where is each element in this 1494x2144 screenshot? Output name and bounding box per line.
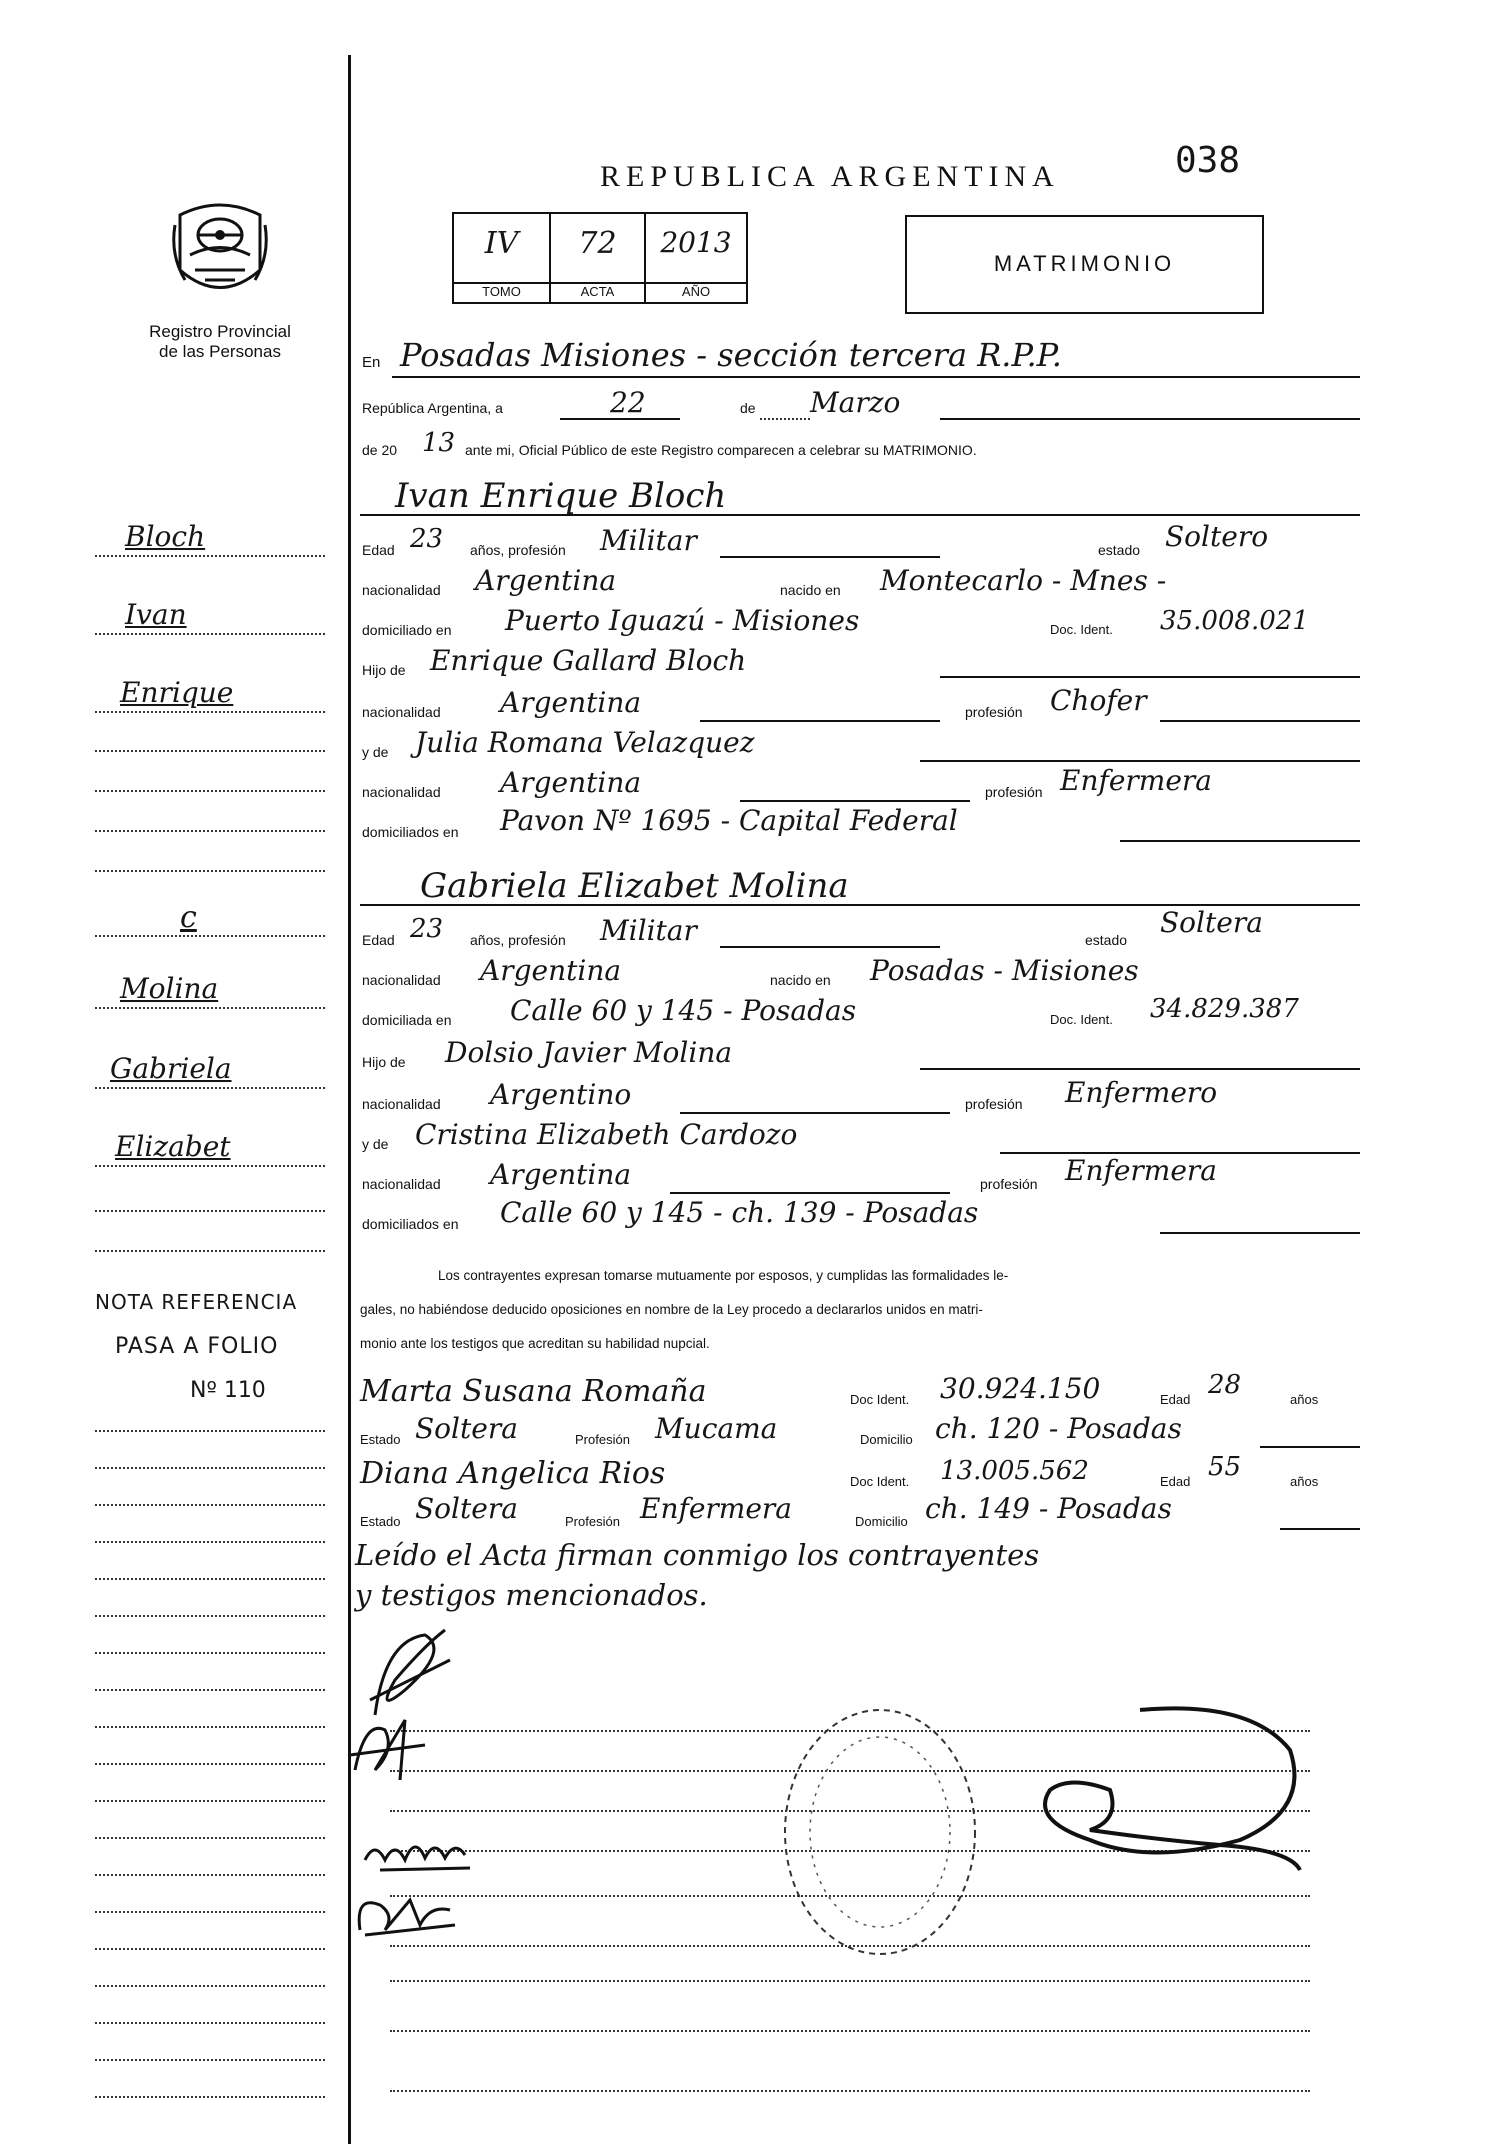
groom-father-nationality: Argentina <box>500 686 642 719</box>
closing-note-line-2: y testigos mencionados. <box>355 1578 708 1612</box>
label-anos: años <box>1290 1474 1319 1489</box>
tomo-label: TOMO <box>482 284 521 299</box>
label-nacionalidad: nacionalidad <box>362 1096 441 1112</box>
margin-rule <box>348 55 351 2144</box>
label-anos: años <box>1290 1392 1319 1407</box>
acta-label: ACTA <box>580 284 615 299</box>
closing-note-line-1: Leído el Acta firman conmigo los contrayentes <box>355 1538 1040 1572</box>
official-seal-icon <box>780 1705 980 1960</box>
label-nacionalidad: nacionalidad <box>362 972 441 988</box>
acta-value: 72 <box>578 226 617 261</box>
margin-name-5: Molina <box>120 972 219 1005</box>
margin-rule-line <box>95 1689 325 1691</box>
year-suffix: 13 <box>422 428 456 458</box>
label-hijo-de: Hijo de <box>362 1054 406 1070</box>
de-label: de <box>740 400 756 416</box>
label-doc-ident: Doc. Ident. <box>1050 622 1113 637</box>
margin-rule-line <box>95 1837 325 1839</box>
bride-name: Gabriela Elizabet Molina <box>420 866 849 906</box>
margin-note-line-1: NOTA REFERENCIA <box>95 1290 298 1314</box>
bride-domicile: Calle 60 y 145 - Posadas <box>510 994 857 1027</box>
intro-statement: ante mi, Oficial Público de este Registro comparecen a celebrar su MATRIMONIO. <box>465 442 977 458</box>
label-profesion: Profesión <box>575 1432 630 1447</box>
label-edad: Edad <box>1160 1392 1191 1407</box>
label-anos-profesion: años, profesión <box>470 932 566 948</box>
month: Marzo <box>810 386 901 419</box>
witness-1-domicile: ch. 120 - Posadas <box>935 1412 1182 1445</box>
witness-1-name: Marta Susana Romaña <box>360 1374 707 1409</box>
label-domiciliada-en: domiciliada en <box>362 1012 452 1028</box>
margin-rule-line <box>95 1210 325 1212</box>
margin-name-7: Elizabet <box>115 1130 231 1163</box>
label-domiciliado-en: domiciliado en <box>362 622 452 638</box>
label-domiciliados-en: domiciliados en <box>362 1216 459 1232</box>
margin-rule-line <box>95 2096 325 2098</box>
bride-birthplace: Posadas - Misiones <box>870 954 1139 987</box>
bride-father-profession: Enfermero <box>1065 1076 1218 1109</box>
groom-mother-nationality: Argentina <box>500 766 642 799</box>
margin-name-2: Ivan <box>125 598 187 631</box>
groom-age: 23 <box>410 524 444 554</box>
bride-parents-domicile: Calle 60 y 145 - ch. 139 - Posadas <box>500 1196 979 1229</box>
bride-status: Soltera <box>1160 906 1263 939</box>
witness-2-domicile: ch. 149 - Posadas <box>925 1492 1172 1525</box>
label-profesion: profesión <box>965 704 1023 720</box>
label-doc-ident: Doc Ident. <box>850 1392 910 1407</box>
margin-rule-line <box>95 1948 325 1950</box>
groom-parents-domicile: Pavon Nº 1695 - Capital Federal <box>500 804 958 837</box>
margin-rule-line <box>95 1250 325 1252</box>
label-y-de: y de <box>362 1136 389 1152</box>
margin-rule-line <box>95 1652 325 1654</box>
groom-mother-profession: Enfermera <box>1060 764 1212 797</box>
country-title: REPUBLICA ARGENTINA <box>600 160 1060 193</box>
margin-name-1: Bloch <box>125 520 206 553</box>
margin-name-3: Enrique <box>120 676 234 709</box>
groom-name: Ivan Enrique Bloch <box>395 476 727 516</box>
label-profesion: Profesión <box>565 1514 620 1529</box>
label-profesion: profesión <box>980 1176 1038 1192</box>
ano-label: AÑO <box>681 284 711 299</box>
margin-rule-line <box>95 1874 325 1876</box>
groom-birthplace: Montecarlo - Mnes - <box>880 564 1167 597</box>
signature-officer <box>990 1690 1330 1890</box>
label-estado: Estado <box>360 1514 401 1529</box>
margin-rule-line <box>95 830 325 832</box>
formal-text-3: monio ante los testigos que acreditan su habilidad nupcial. <box>360 1336 710 1351</box>
signature-witness-1 <box>360 1820 490 1880</box>
margin-rule-line <box>95 750 325 752</box>
margin-rule-line <box>95 2059 325 2061</box>
margin-note-line-2: PASA A FOLIO <box>115 1334 279 1359</box>
republic-label: República Argentina, a <box>362 400 503 416</box>
ano-value: 2013 <box>660 226 732 259</box>
year-prefix: de 20 <box>362 442 398 458</box>
witness-2-age: 55 <box>1208 1452 1242 1482</box>
bride-father: Dolsio Javier Molina <box>445 1036 733 1069</box>
bride-doc: 34.829.387 <box>1150 994 1299 1024</box>
witness-1-status: Soltera <box>415 1412 518 1445</box>
groom-doc: 35.008.021 <box>1160 606 1309 636</box>
groom-domicile: Puerto Iguazú - Misiones <box>505 604 860 637</box>
witness-2-status: Soltera <box>415 1492 518 1525</box>
bride-age: 23 <box>410 914 444 944</box>
label-profesion: profesión <box>985 784 1043 800</box>
bride-profession: Militar <box>600 914 697 947</box>
label-nacionalidad: nacionalidad <box>362 582 441 598</box>
margin-note-line-3: Nº 110 <box>190 1378 266 1403</box>
signature-bride <box>345 1710 435 1790</box>
margin-rule-line <box>95 1504 325 1506</box>
label-doc-ident: Doc. Ident. <box>1050 1012 1113 1027</box>
day: 22 <box>610 386 646 419</box>
label-edad: Edad <box>362 932 395 948</box>
label-hijo-de: Hijo de <box>362 662 406 678</box>
label-domiciliados-en: domiciliados en <box>362 824 459 840</box>
witness-2-doc: 13.005.562 <box>940 1456 1089 1486</box>
label-nacionalidad: nacionalidad <box>362 784 441 800</box>
margin-rule-line <box>95 1800 325 1802</box>
label-nacionalidad: nacionalidad <box>362 1176 441 1192</box>
witness-1-doc: 30.924.150 <box>940 1372 1101 1405</box>
groom-status: Soltero <box>1165 520 1269 553</box>
book-reference-box <box>452 212 748 304</box>
margin-rule-line <box>95 870 325 872</box>
groom-nationality: Argentina <box>475 564 617 597</box>
coat-of-arms-icon <box>165 195 275 305</box>
en-label: En <box>362 354 381 371</box>
place: Posadas Misiones - sección tercera R.P.P. <box>400 336 1062 374</box>
witness-2-profession: Enfermera <box>640 1492 792 1525</box>
margin-rule-line <box>95 1985 325 1987</box>
margin-rule-line <box>95 1911 325 1913</box>
margin-rule-line <box>95 1578 325 1580</box>
bride-mother-nationality: Argentina <box>490 1158 632 1191</box>
groom-profession: Militar <box>600 524 697 557</box>
witness-1-age: 28 <box>1208 1370 1242 1400</box>
bride-nationality: Argentina <box>480 954 622 987</box>
label-profesion: profesión <box>965 1096 1023 1112</box>
groom-mother: Julia Romana Velazquez <box>415 726 755 759</box>
witness-1-profession: Mucama <box>655 1412 778 1445</box>
record-type: MATRIMONIO <box>993 251 1176 276</box>
formal-text-2: gales, no habiéndose deducido oposiciones en nombre de la Ley procedo a declararlos unidos en matri- <box>360 1302 983 1317</box>
label-y-de: y de <box>362 744 389 760</box>
margin-name-6: Gabriela <box>110 1052 232 1085</box>
label-anos-profesion: años, profesión <box>470 542 566 558</box>
margin-rule-line <box>95 1726 325 1728</box>
label-nacido-en: nacido en <box>780 582 841 598</box>
folio-number: 038 <box>1175 140 1241 181</box>
margin-rule-line <box>95 1541 325 1543</box>
label-estado: estado <box>1098 542 1141 558</box>
groom-father: Enrique Gallard Bloch <box>430 644 747 677</box>
bride-mother: Cristina Elizabeth Cardozo <box>415 1118 798 1151</box>
margin-rule-line <box>95 1615 325 1617</box>
margin-rule-line <box>95 1763 325 1765</box>
label-nacido-en: nacido en <box>770 972 831 988</box>
groom-father-profession: Chofer <box>1050 684 1147 717</box>
margin-rule-line <box>95 790 325 792</box>
label-estado: Estado <box>360 1432 401 1447</box>
tomo-value: IV <box>484 226 519 261</box>
bride-father-nationality: Argentino <box>490 1078 632 1111</box>
witness-2-name: Diana Angelica Rios <box>360 1456 666 1491</box>
bride-mother-profession: Enfermera <box>1065 1154 1217 1187</box>
label-doc-ident: Doc Ident. <box>850 1474 910 1489</box>
margin-rule-line <box>95 1467 325 1469</box>
label-edad: Edad <box>362 542 395 558</box>
label-nacionalidad: nacionalidad <box>362 704 441 720</box>
label-domicilio: Domicilio <box>855 1514 908 1529</box>
margin-rule-line <box>95 2022 325 2024</box>
record-type-box <box>905 215 1264 314</box>
margin-rule-line <box>95 1430 325 1432</box>
signature-witness-2 <box>350 1885 470 1945</box>
margin-name-4: c <box>180 900 197 935</box>
label-estado: estado <box>1085 932 1128 948</box>
label-domicilio: Domicilio <box>860 1432 913 1447</box>
label-edad: Edad <box>1160 1474 1191 1489</box>
registry-name: Registro Provincial de las Personas <box>149 322 291 361</box>
formal-text-1: Los contrayentes expresan tomarse mutuamente por esposos, y cumplidas las formalidades le- <box>438 1268 1009 1283</box>
